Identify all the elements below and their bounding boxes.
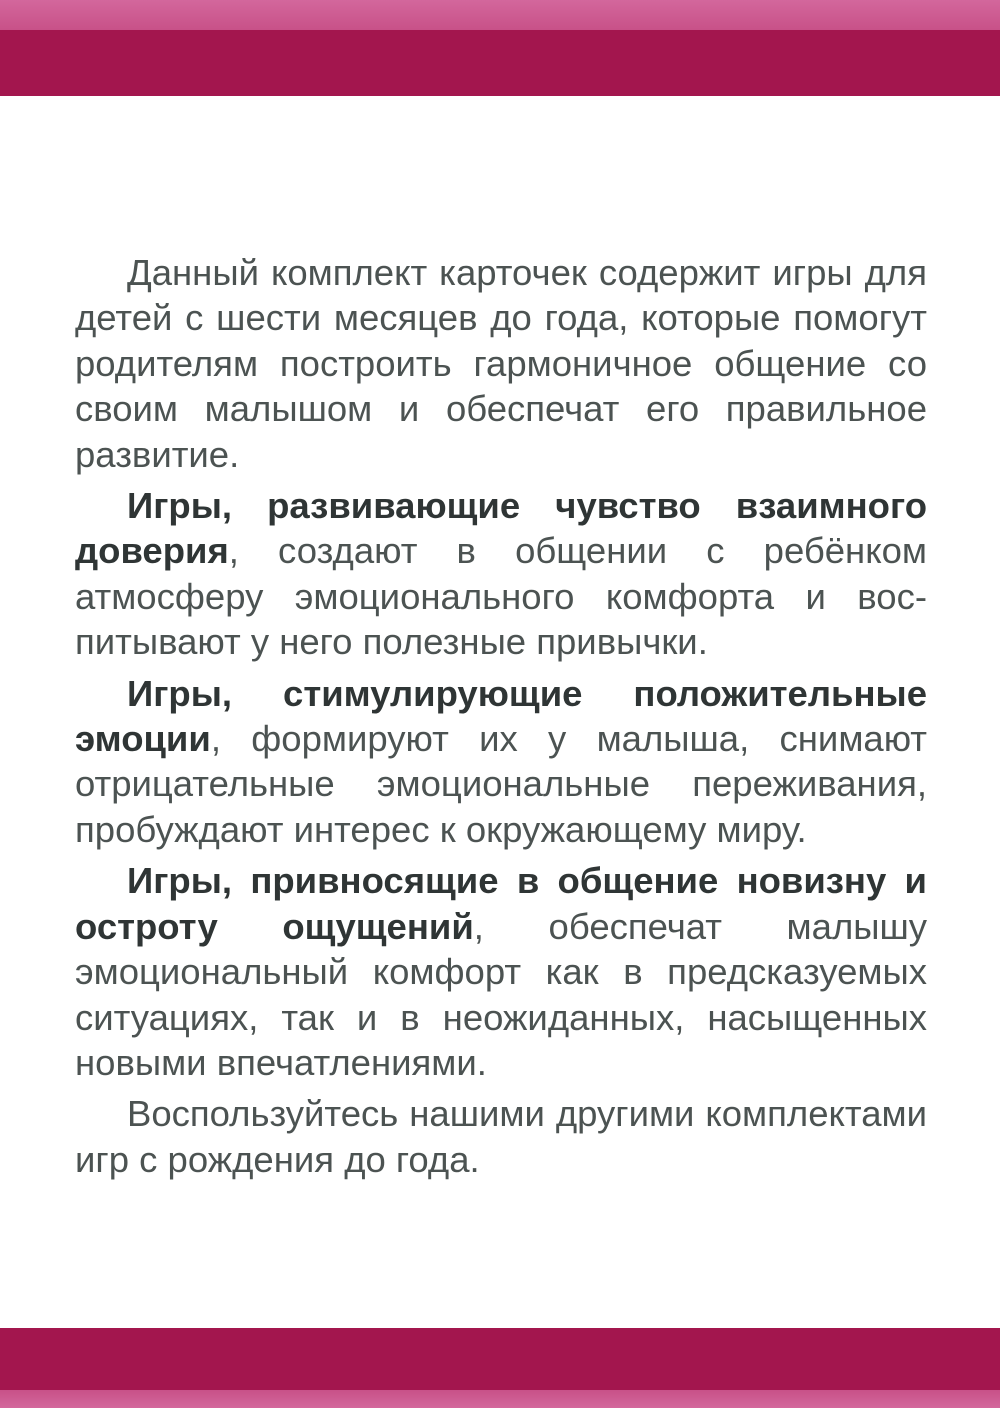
trust-games-text: , создают в общении с ребёнком атмосферу эмоционального комфорта и воспитывают у него полезные привычки. <box>75 530 927 663</box>
bottom-decorative-band <box>0 1328 1000 1390</box>
top-decorative-band <box>0 30 1000 96</box>
trust-games-paragraph <box>75 483 927 665</box>
closing-text: Воспользуйтесь нашими другими комплектами игр с рождения до года. <box>75 1093 927 1180</box>
intro-text: Данный комплект карточек содержит игры для детей с шести месяцев до года, которые помогут родителям построить гармоничное общение со своим малышом и обеспечат его правильное развитие. <box>75 252 927 475</box>
novelty-games-heading: Игры, привносящие в общение новизну и остроту ощущений <box>75 860 927 947</box>
trust-games-heading: Игры, развивающие чувство взаимного доверия <box>75 485 927 572</box>
bottom-decorative-band-light <box>0 1390 1000 1408</box>
intro-paragraph <box>75 250 927 477</box>
closing-paragraph <box>75 1091 927 1182</box>
novelty-games-text: , обеспечат малышу эмоциональный комфорт как в предсказуемых ситуациях, так и в неожиданных, насыщенных новыми впечатлениями. <box>75 905 928 1083</box>
page-body-text <box>75 250 927 1188</box>
positive-emotions-text: , формируют их у малыша, снимают отрицательные эмоциональные переживания, пробуждают интерес к окружающему миру. <box>75 718 927 850</box>
top-decorative-band-light <box>0 0 1000 30</box>
novelty-games-paragraph <box>75 858 927 1085</box>
positive-emotions-heading: Игры, стимулирующие положительные эмоции <box>75 672 927 760</box>
positive-emotions-paragraph <box>75 671 927 853</box>
